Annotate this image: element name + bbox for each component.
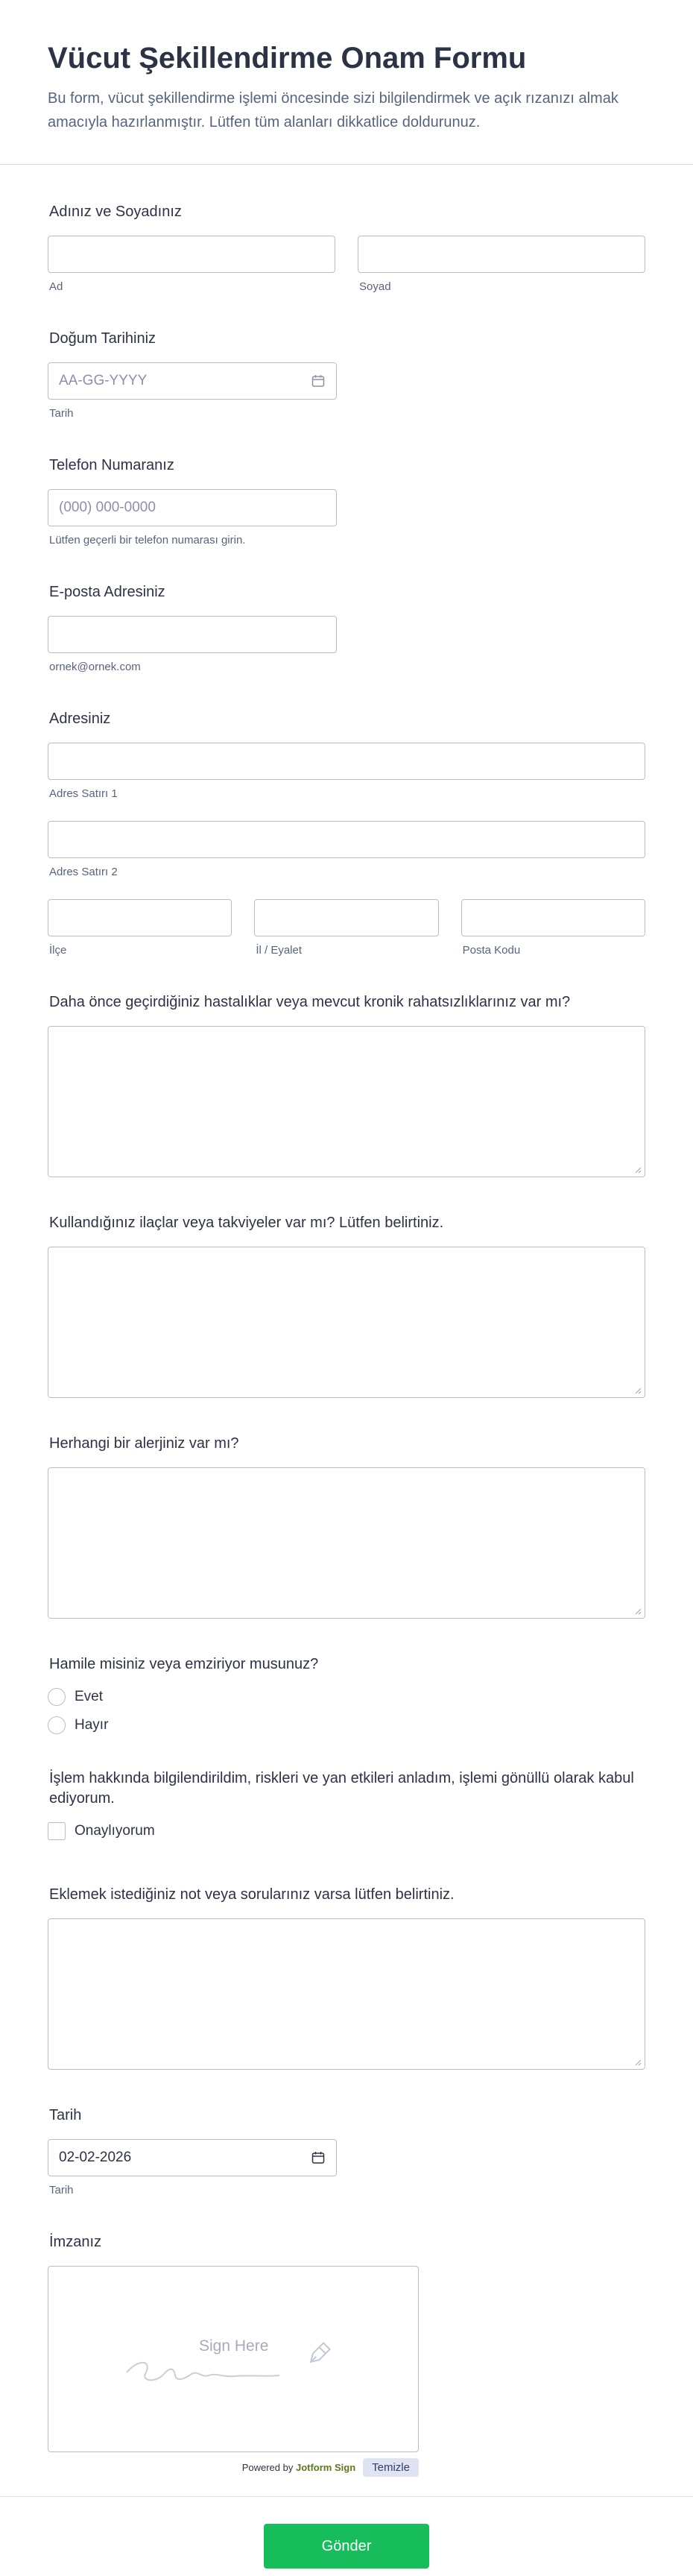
- illness-question: [48, 992, 645, 1177]
- pregnancy-label: Hamile misiniz veya emziriyor musunuz?: [49, 1656, 319, 1672]
- option-label: Hayır: [75, 1717, 109, 1733]
- address-label: Adresiniz: [49, 711, 111, 727]
- signature-footer: [48, 2458, 419, 2477]
- email-sublabel: ornek@ornek.com: [49, 661, 141, 673]
- consent-label: İşlem hakkında bilgilendirildim, riskleri ve yan etkileri anladım, işlemi gönüllü olarak kabul ediyorum.: [49, 1770, 634, 1807]
- calendar-icon[interactable]: [311, 2150, 326, 2165]
- consent-option[interactable]: [48, 1822, 645, 1840]
- birthdate-label: Doğum Tarihiniz: [49, 330, 156, 347]
- submit-area: [0, 2497, 693, 2569]
- phone-label: Telefon Numaranız: [49, 457, 174, 473]
- birthdate-question: [48, 329, 645, 420]
- first-name-sublabel: Ad: [49, 280, 63, 293]
- option-label: Evet: [75, 1689, 104, 1704]
- postal-code-sublabel: Posta Kodu: [462, 944, 521, 957]
- resize-handle-icon[interactable]: [634, 1607, 642, 1615]
- clear-signature-button[interactable]: Temizle: [363, 2458, 419, 2477]
- medications-textarea[interactable]: [48, 1247, 645, 1398]
- district-sublabel: İlçe: [49, 944, 67, 957]
- postal-code-input[interactable]: [461, 899, 645, 936]
- illness-label: Daha önce geçirdiğiniz hastalıklar veya mevcut kronik rahatsızlıklarınız var mı?: [49, 994, 571, 1010]
- calendar-icon[interactable]: [311, 374, 326, 388]
- signature-placeholder: Sign Here: [199, 2337, 269, 2355]
- resize-handle-icon[interactable]: [634, 1387, 642, 1394]
- name-label: Adınız ve Soyadınız: [49, 204, 182, 220]
- city-input[interactable]: [254, 899, 438, 936]
- consent-question: [48, 1769, 645, 1840]
- phone-placeholder: (000) 000-0000: [59, 500, 156, 515]
- notes-textarea[interactable]: [48, 1918, 645, 2070]
- date-value: 02-02-2026: [59, 2150, 132, 2165]
- consent-option-label: Onaylıyorum: [75, 1823, 155, 1839]
- name-question: [48, 202, 645, 293]
- medications-question: [48, 1213, 645, 1398]
- address-line1-input[interactable]: [48, 743, 645, 780]
- date-input[interactable]: [48, 2139, 337, 2176]
- signature-question: [48, 2232, 645, 2477]
- last-name-input[interactable]: [358, 236, 645, 273]
- allergy-label: Herhangi bir alerjiniz var mı?: [49, 1435, 239, 1452]
- city-sublabel: İl / Eyalet: [256, 944, 303, 957]
- signature-label: İmzanız: [49, 2234, 102, 2250]
- district-input[interactable]: [48, 899, 232, 936]
- address-line2-sublabel: Adres Satırı 2: [49, 866, 118, 878]
- resize-handle-icon[interactable]: [634, 1166, 642, 1174]
- powered-brand[interactable]: Jotform Sign: [295, 2462, 356, 2473]
- pregnancy-question: [48, 1654, 645, 1734]
- date-sublabel: Tarih: [49, 2184, 74, 2196]
- address-line1-sublabel: Adres Satırı 1: [49, 787, 118, 800]
- address-line2-input[interactable]: [48, 821, 645, 858]
- first-name-input[interactable]: [48, 236, 335, 273]
- pen-icon: [302, 2338, 335, 2371]
- email-question: [48, 582, 645, 673]
- radio-button[interactable]: [48, 1688, 66, 1706]
- consent-checkbox[interactable]: [48, 1822, 66, 1840]
- signature-pad[interactable]: [48, 2266, 419, 2452]
- illness-textarea[interactable]: [48, 1026, 645, 1177]
- birthdate-sublabel: Tarih: [49, 407, 74, 420]
- address-question: [48, 709, 645, 957]
- form-body: [0, 165, 693, 2477]
- phone-question: [48, 456, 645, 547]
- phone-input[interactable]: [48, 489, 337, 526]
- resize-handle-icon[interactable]: [634, 2059, 642, 2066]
- submit-button[interactable]: Gönder: [264, 2524, 429, 2569]
- notes-question: [48, 1885, 645, 2070]
- phone-sublabel: Lütfen geçerli bir telefon numarası girin.: [49, 534, 246, 547]
- form-title: Vücut Şekillendirme Onam Formu: [48, 42, 527, 75]
- form-description: Bu form, vücut şekillendirme işlemi öncesinde sizi bilgilendirmek ve açık rızanızı almak amacıyla hazırlanmıştır. Lütfen tüm alanları dikkatlice doldurunuz.: [48, 90, 618, 130]
- notes-label: Eklemek istediğiniz not veya sorularınız varsa lütfen belirtiniz.: [49, 1886, 455, 1903]
- pregnancy-option-yes[interactable]: [48, 1688, 645, 1706]
- powered-by-text: [242, 2462, 355, 2473]
- birthdate-placeholder: AA-GG-YYYY: [59, 373, 148, 388]
- allergy-textarea[interactable]: [48, 1467, 645, 1619]
- allergy-question: [48, 1434, 645, 1619]
- form-header: [0, 0, 693, 165]
- pregnancy-option-no[interactable]: [48, 1716, 645, 1734]
- email-label: E-posta Adresiniz: [49, 584, 165, 600]
- last-name-sublabel: Soyad: [359, 280, 391, 293]
- medications-label: Kullandığınız ilaçlar veya takviyeler var mı? Lütfen belirtiniz.: [49, 1215, 444, 1231]
- email-input[interactable]: [48, 616, 337, 653]
- powered-prefix: Powered by: [241, 2462, 294, 2473]
- date-question: [48, 2106, 645, 2196]
- date-label: Tarih: [49, 2107, 82, 2123]
- birthdate-input[interactable]: [48, 362, 337, 400]
- radio-button[interactable]: [48, 1716, 66, 1734]
